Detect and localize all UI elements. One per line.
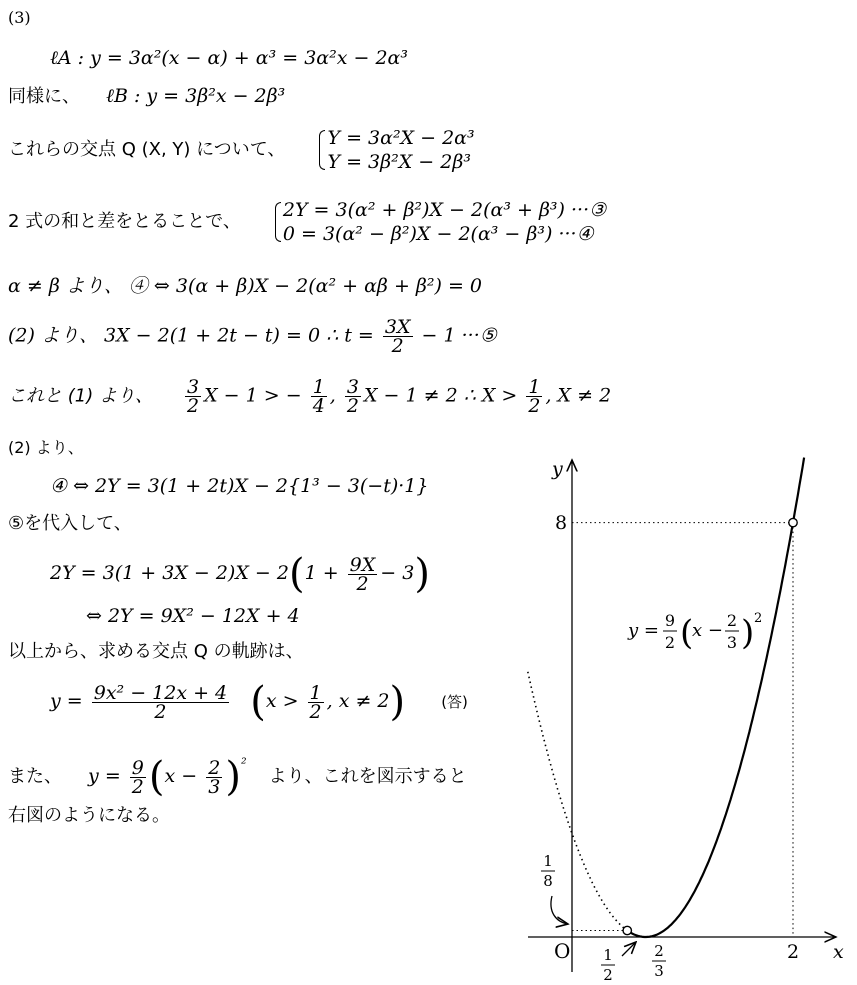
curve-label-y: y = bbox=[628, 620, 659, 641]
frac-9-2: $\frac{9}{2}$ bbox=[131, 756, 144, 798]
t-solve-b: − 1 ···⑤ bbox=[421, 324, 497, 347]
eq-tangent-b: ℓB : y = 3β²x − 2β³ bbox=[106, 85, 286, 107]
problem-label: (3) bbox=[8, 8, 31, 27]
line-vertex-form: また、 y = $\frac{9}{2}$ (x − $\frac{2}{3}$ )$^{^2}$ より、これを図示すると bbox=[8, 754, 467, 800]
line-locus: 以上から、求める交点 Q の軌跡は、 bbox=[8, 641, 304, 662]
x-tick-2: 2 bbox=[787, 941, 800, 963]
frac-3x-2: $\frac{3X}{2}$ bbox=[384, 316, 411, 357]
line-tangent-a: ℓA : y = 3α²(x − α) + α³ = 3α²x − 2α³ bbox=[50, 47, 408, 69]
frac-9x-2: $\frac{9X}{2}$ bbox=[349, 553, 376, 595]
line-answer: y = $\frac{\text{9x² − 12x + 4}}{2}$ (x > $\frac{1}{2}$ , x ≠ 2) (答) bbox=[50, 679, 468, 725]
curve-solid bbox=[627, 458, 804, 937]
x-axis-label: x bbox=[833, 941, 844, 963]
text-from-1: これと (1) より、 bbox=[8, 385, 153, 407]
line-2y-result: ⇔ 2Y = 9X² − 12X + 4 bbox=[86, 605, 300, 627]
curve-label-rp: ) bbox=[741, 613, 755, 653]
text-sum-diff: 2 式の和と差をとることで、 bbox=[8, 211, 241, 232]
sys-eq-1: Y = 3α²X − 2α³ bbox=[327, 127, 475, 149]
frac-1-4: $\frac{1}{4}$ bbox=[312, 376, 325, 417]
frac-3-2-a: $\frac{3}{2}$ bbox=[187, 376, 200, 417]
text-intersection: これらの交点 Q (X, Y) について、 bbox=[8, 139, 286, 160]
frac-3-2-b: $\frac{3}{2}$ bbox=[346, 376, 359, 417]
line-alpha-ne-beta: α ≠ β より、 ④ ⇔ 3(α + β)X − 2(α² + αβ + β²) = 0 bbox=[8, 275, 483, 297]
sys-eq-2: Y = 3β²X − 2β³ bbox=[327, 151, 471, 173]
x-tick-1-2-den: 2 bbox=[603, 966, 613, 984]
frac-answer: $\frac{\text{9x² − 12x + 4}}{2}$ bbox=[93, 681, 228, 723]
line-from-2: (2) より、 bbox=[8, 438, 84, 457]
curve-label-x: x − bbox=[692, 620, 723, 641]
text-similarly: 同様に、 bbox=[8, 86, 80, 107]
open-point bbox=[789, 518, 797, 526]
t-solve-a: (2) より、 3X − 2(1 + 2t − t) = 0 ∴ t = bbox=[8, 324, 374, 347]
y-tick-8: 8 bbox=[555, 512, 568, 534]
curve-label-9: 9 bbox=[664, 611, 676, 630]
open-point bbox=[623, 926, 631, 934]
curve-label-lp: ( bbox=[680, 613, 694, 653]
x-tick-1-2-num: 1 bbox=[603, 946, 613, 964]
frac-1-2-ans: $\frac{1}{2}$ bbox=[309, 681, 322, 723]
line-2y-expand: 2Y = 3(1 + 3X − 2)X − 2(1 + $\frac{9X}{2}$ − 3) bbox=[50, 551, 430, 597]
curve-dotted bbox=[528, 672, 628, 931]
arrow-1-2 bbox=[622, 942, 636, 956]
origin-label: O bbox=[554, 939, 571, 963]
y-tick-1-8-num: 1 bbox=[543, 852, 553, 870]
arrow-1-8 bbox=[551, 896, 568, 924]
line-substitute: ⑤を代入して、 bbox=[8, 513, 132, 534]
answer-mark: (答) bbox=[441, 693, 468, 711]
curve-label-2: 2 bbox=[664, 633, 676, 652]
curve-label-sq: 2 bbox=[754, 611, 763, 626]
y-tick-1-8-den: 8 bbox=[543, 872, 553, 890]
line-eq4-sub: ④ ⇔ 2Y = 3(1 + 2t)X − 2{1³ − 3(−t)·1} bbox=[50, 475, 429, 497]
frac-2-3: $\frac{2}{3}$ bbox=[208, 756, 221, 798]
eq-4: 0 = 3(α² − β²)X − 2(α³ − β³) ···④ bbox=[282, 223, 594, 245]
y-axis-label: y bbox=[552, 458, 563, 480]
line-conclusion: 右図のようになる。 bbox=[8, 805, 170, 826]
line-range: これと (1) より、 $\frac{3}{2}$ X − 1 > − $\frac{1}{4}$ , $\frac{3}{2}$ X − 1 ≠ 2 ∴ X > $\frac{1}{2}$ , X ≠ 2 bbox=[8, 376, 612, 417]
x-tick-2-3-num: 2 bbox=[654, 942, 664, 960]
frac-1-2: $\frac{1}{2}$ bbox=[528, 376, 541, 417]
curve-label-2b: 2 bbox=[726, 611, 738, 630]
curve-label-3: 3 bbox=[726, 633, 738, 652]
eq-3: 2Y = 3(α² + β²)X − 2(α³ + β³) ···③ bbox=[282, 199, 607, 221]
x-tick-2-3-den: 3 bbox=[654, 962, 664, 980]
